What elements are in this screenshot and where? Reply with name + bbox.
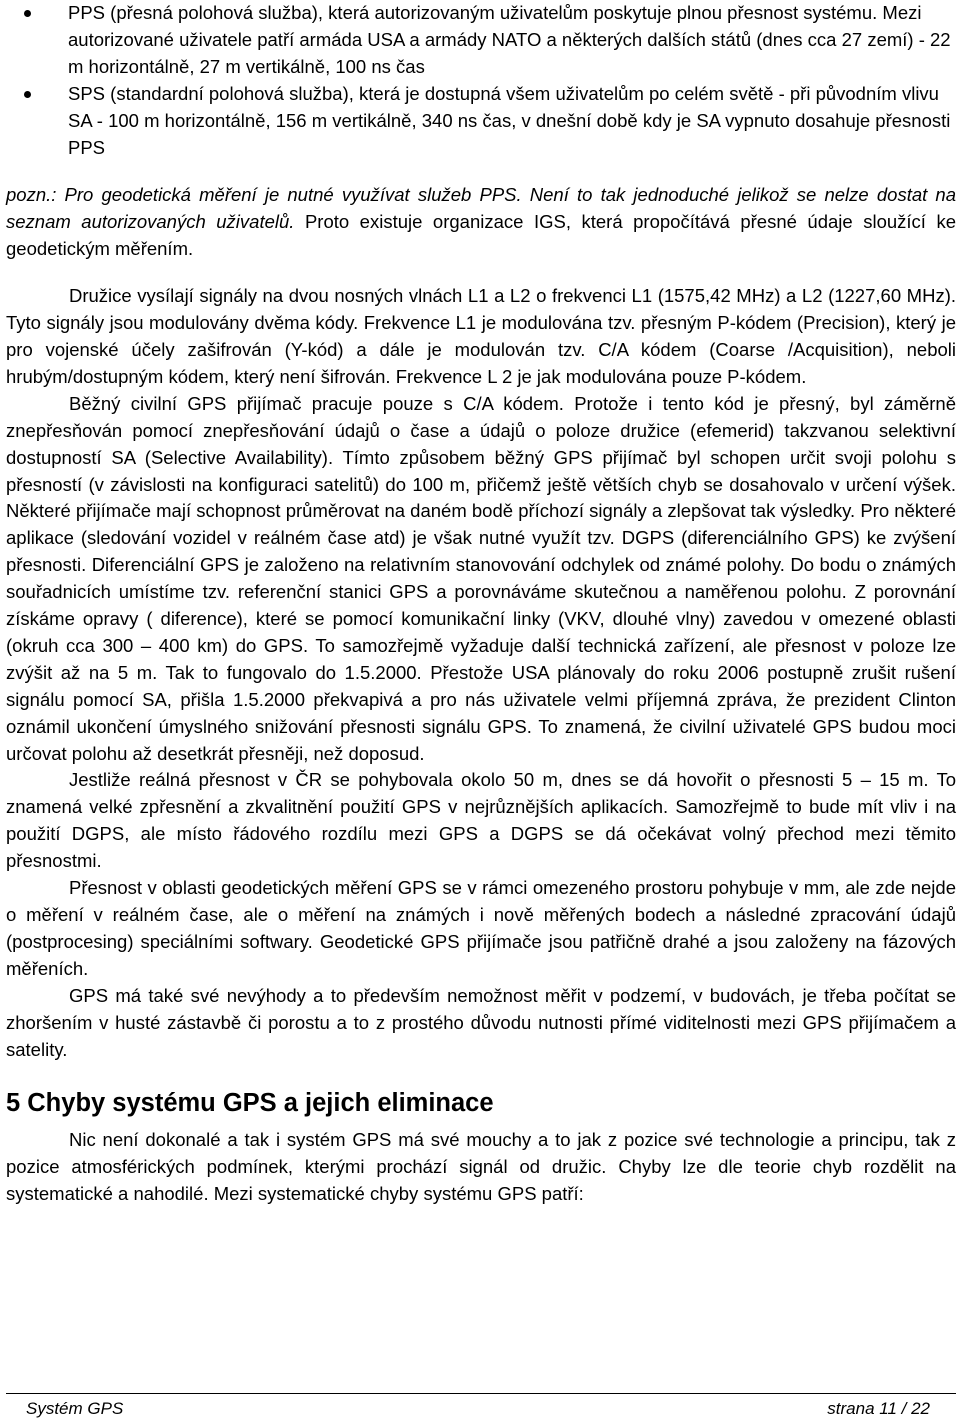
bullet-list xyxy=(6,0,956,161)
paragraph: Jestliže reálná přesnost v ČR se pohybovala okolo 50 m, dnes se dá hovořit o přesnosti 5 – 15 m. To znamená velké zpřesnění a zkvalitnění použití GPS v nejrůznějších aplikacích. Samozřejmě to bude mít vliv i na použití DGPS, ale místo řádového rozdílu mezi GPS a DGPS se dá očekávat volný přechod mezi těmito přesnostmi. xyxy=(6,769,956,872)
paragraph: Družice vysílají signály na dvou nosných vlnách L1 a L2 o frekvenci L1 (1575,42 MHz) a L2 (1227,60 MHz). Tyto signály jsou modulovány dvěma kódy. Frekvence L1 je modulována tzv. přesným P-kódem (Precision), který je pro vojenské účely zašifrován (Y-kód) a dále je modulován tzv. C/A kódem (Coarse /Acquisition), neboli hrubým/dostupným kódem, který není šifrován. Frekvence L 2 je jak modulována pouze P-kódem. xyxy=(6,285,956,387)
note-normal-text: Proto existuje organizace IGS, která propočítává přesné údaje sloužící ke geodetickým měřením. xyxy=(6,211,956,260)
list-item-text: SPS (standardní polohová služba), která je dostupná všem uživatelům po celém světě - při původním vlivu SA - 100 m horizontálně, 156 m vertikálně, 340 ns čas, v dnešní době kdy je SA vypnuto dosahuje přesnosti PPS xyxy=(68,82,951,158)
body-text xyxy=(6,283,956,1063)
list-item xyxy=(6,81,956,162)
page-footer xyxy=(6,1393,956,1418)
note-paragraph xyxy=(6,182,956,263)
paragraph: GPS má také své nevýhody a to především nemožnost měřit v podzemí, v budovách, je třeba počítat se zhoršením v husté zástavbě či porostu a to z prostého důvodu nutnosti přímé viditelnosti mezi GPS přijímačem a satelity. xyxy=(6,984,956,1060)
bullet-icon xyxy=(24,10,31,17)
document-page xyxy=(6,0,956,1208)
chapter-heading: 5 Chyby systému GPS a jejich eliminace xyxy=(6,1089,494,1118)
footer-document-title: Systém GPS xyxy=(26,1399,124,1418)
list-item-text: PPS (přesná polohová služba), která autorizovaným uživatelům poskytuje plnou přesnost systému. Mezi autorizované uživatele patří armáda USA a armády NATO a některých dalších států (dnes cca 27 zemí) - 22 m horizontálně, 27 m vertikálně, 100 ns čas xyxy=(68,2,951,77)
bullet-icon xyxy=(24,91,31,98)
footer-page-number: strana 11 / 22 xyxy=(827,1399,930,1418)
chapter-paragraph: Nic není dokonalé a tak i systém GPS má své mouchy a to jak z pozice své technologie a principu, tak z pozice atmosférických podmínek, kterými prochází signál od družic. Chyby lze dle teorie chyb rozdělit na systematické a nahodilé. Mezi systematické chyby systému GPS patří: xyxy=(6,1129,956,1205)
paragraph: Běžný civilní GPS přijímač pracuje pouze s C/A kódem. Protože i tento kód je přesný, byl záměrně znepřesňován pomocí znepřesňování údajů o čase a údajů o poloze družice (efemerid) takzvanou selektivní dostupností SA (Selective Availability). Tímto způsobem běžný GPS přijímač byl schopen určit svoji polohu s přesností (v závislosti na konfiguraci satelitů) do 100 m, přičemž ještě větších chyb se dosahovalo v určení výšek. Některé přijímače mají schopnost průměrovat na daném bodě příchozí signály a zlepšovat tak výsledky. Pro některé aplikace (sledování vozidel v reálném čase atd) je však nutné využít tzv. DGPS (diferenciálního GPS) ke zvýšení přesnosti. Diferenciální GPS je založeno na relativním stanovování odchylek od známé polohy. Do bodu o známých souřadnicích umístíme tzv. referenční stanici GPS a porovnáváme skutečnou a naměřenou polohu. Z porovnání získáme opravy ( diference), které se pomocí komunikační linky (VKV, dlouhé vlny) zavedou v omezené oblasti (okruh cca 300 – 400 km) do GPS. To samozřejmě vyžaduje další technická zařízení, ale přesnost v poloze lze zvýšit až na 5 m. Tak to fungovalo do 1.5.2000. Přestože USA plánovaly do roku 2006 postupně zrušit rušení signálu pomocí SA, přišla 1.5.2000 překvapivá a pro nás uživatele velmi příjemná zpráva, že prezident Clinton oznámil ukončení úmyslného snižování přesnosti signálu GPS. To znamená, že civilní uživatelé GPS budou moci určovat polohu až desetkrát přesněji, než doposud. xyxy=(6,392,956,764)
paragraph: Přesnost v oblasti geodetických měření GPS se v rámci omezeného prostoru pohybuje v mm, ale zde nejde o měření v reálném čase, ale o měření na známých i nově měřených bodech a následné zpracování údajů (postprocesing) speciálními softwary. Geodetické GPS přijímače jsou patřičně drahé a jsou založeny na fázových měřeních. xyxy=(6,877,956,979)
note-italic-text: pozn.: Pro geodetická měření je nutné využívat služeb PPS. Není to tak jednoduché jelikož se nelze dostat na seznam autorizovaných uživatelů. xyxy=(6,184,956,233)
list-item xyxy=(6,0,956,81)
